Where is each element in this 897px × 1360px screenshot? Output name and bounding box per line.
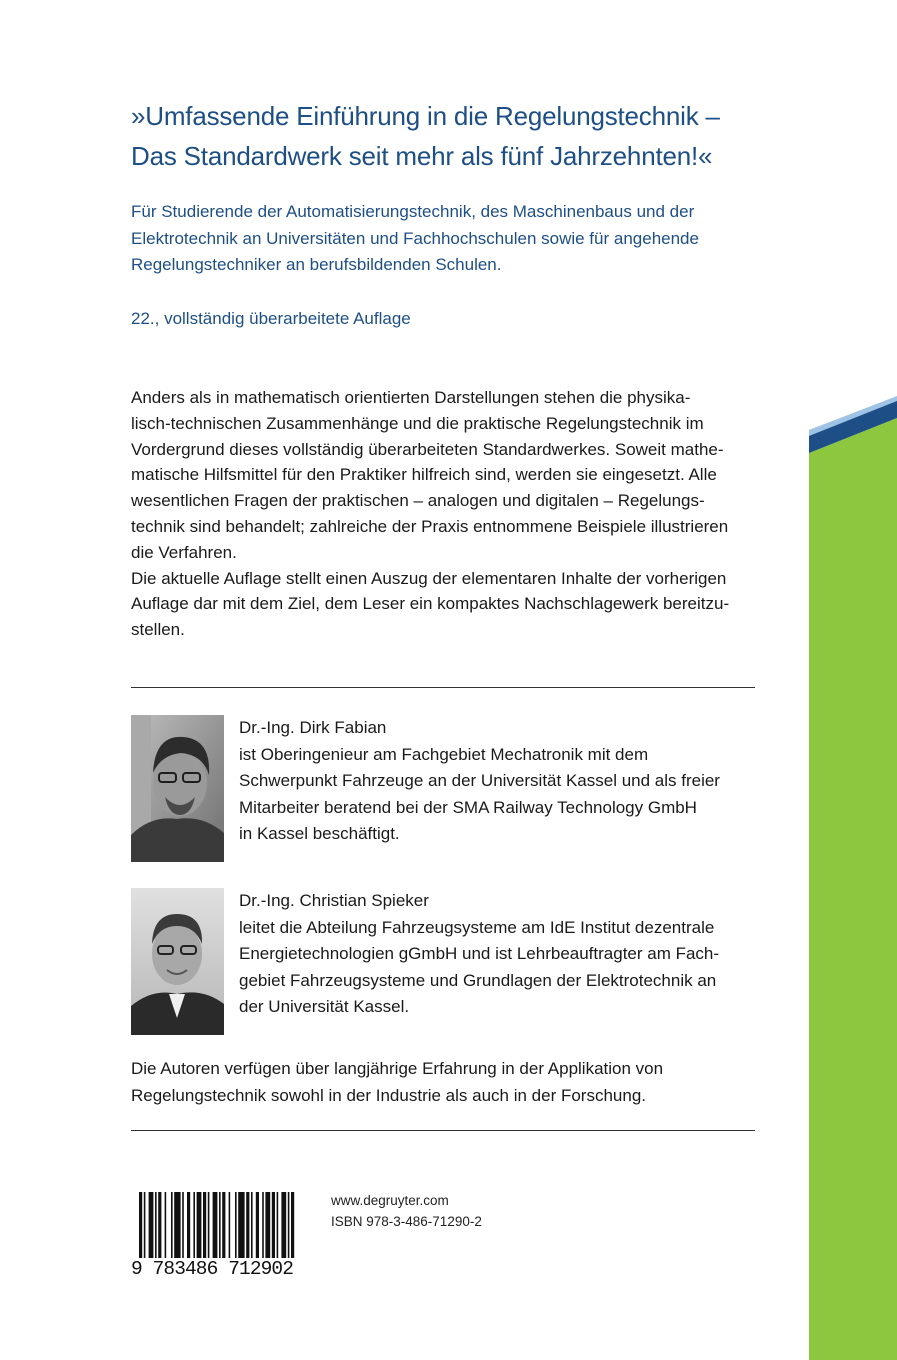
barcode-bar xyxy=(262,1192,264,1258)
divider-bottom xyxy=(131,1130,755,1131)
audience-line: Elektrotechnik an Universitäten und Fachhochschulen sowie für angehende xyxy=(131,228,699,248)
barcode-bar xyxy=(139,1192,142,1258)
headline-line-1: »Umfassende Einführung in die Regelungstechnik – xyxy=(131,101,720,131)
barcode-bar xyxy=(229,1192,231,1258)
barcode-bar xyxy=(219,1192,221,1258)
barcode-bar xyxy=(208,1192,210,1258)
author-block-spieker xyxy=(131,888,771,1035)
author-bio-line: ist Oberingenieur am Fachgebiet Mechatronik mit dem xyxy=(239,744,649,764)
isbn-barcode xyxy=(131,1192,296,1282)
author-bio-line: gebiet Fahrzeugsysteme und Grundlagen der Elektrotechnik an xyxy=(239,970,717,990)
author-bio-line: Schwerpunkt Fahrzeuge an der Universität Kassel und als freier xyxy=(239,771,720,790)
barcode-bar xyxy=(203,1192,206,1258)
audience-line: Regelungstechniker an berufsbildenden Schulen. xyxy=(131,255,502,274)
description-line: Auflage dar mit dem Ziel, dem Leser ein kompaktes Nachschlagewerk bereitzu- xyxy=(131,594,730,614)
closing-line: Regelungstechnik sowohl in der Industrie als auch in der Forschung. xyxy=(131,1085,647,1105)
barcode-bars xyxy=(131,1192,296,1258)
author-bio-line: in Kassel beschäftigt. xyxy=(239,824,400,843)
author-name: Dr.-Ing. Dirk Fabian xyxy=(239,718,387,737)
barcode-bar xyxy=(187,1192,190,1258)
barcode-digits: 9 783486 712902 xyxy=(131,1258,294,1280)
author-text-spieker xyxy=(239,888,779,1021)
barcode-bar xyxy=(288,1192,290,1258)
description-line: Vordergrund dieses vollständig überarbeiteten Standardwerkes. Soweit mathe- xyxy=(131,439,724,459)
description-line: Die aktuelle Auflage stellt einen Auszug der elementaren Inhalte der vorherigen xyxy=(131,568,727,588)
description-line: stellen. xyxy=(131,620,185,640)
book-description xyxy=(131,385,771,643)
barcode-bar xyxy=(277,1192,279,1258)
barcode-bar xyxy=(158,1192,161,1258)
barcode-bar xyxy=(238,1192,244,1258)
headline xyxy=(131,96,781,176)
publisher-info xyxy=(331,1190,482,1232)
barcode-bar xyxy=(251,1192,253,1258)
audience-line: Für Studierende der Automatisierungstechnik, des Maschinenbaus und der xyxy=(131,202,695,221)
author-photo-fabian xyxy=(131,715,224,862)
author-bio-line: der Universität Kassel. xyxy=(239,997,410,1016)
barcode-bar xyxy=(165,1192,167,1258)
authors-experience-note xyxy=(131,1056,771,1109)
description-line: technik sind behandelt; zahlreiche der Praxis entnommene Beispiele illustrieren xyxy=(131,516,729,536)
barcode-bar xyxy=(272,1192,275,1258)
stripe-light-blue-band xyxy=(809,396,897,453)
author-photo-spieker xyxy=(131,888,224,1035)
barcode-bar xyxy=(281,1192,286,1258)
barcode-bar xyxy=(291,1192,294,1258)
barcode-bar xyxy=(149,1192,154,1258)
barcode-bar xyxy=(213,1192,218,1258)
isbn-number: ISBN 978-3-486-71290-2 xyxy=(331,1214,482,1229)
author-bio-line: leitet die Abteilung Fahrzeugsysteme am IdE Institut dezentrale xyxy=(239,917,715,937)
barcode-bar xyxy=(144,1192,146,1258)
author-block-fabian xyxy=(131,715,771,862)
barcode-bar xyxy=(174,1192,180,1258)
barcode-bar xyxy=(182,1192,184,1258)
publisher-url: www.degruyter.com xyxy=(331,1193,449,1208)
description-line: die Verfahren. xyxy=(131,542,237,562)
author-bio-line: Mitarbeiter beratend bei der SMA Railway Technology GmbH xyxy=(239,797,697,817)
barcode-bar xyxy=(235,1192,237,1258)
author-name: Dr.-Ing. Christian Spieker xyxy=(239,891,429,910)
divider-top xyxy=(131,687,755,688)
stripe-green-band xyxy=(809,418,897,1360)
barcode-bar xyxy=(193,1192,195,1258)
audience-paragraph xyxy=(131,199,771,279)
barcode-bar xyxy=(246,1192,249,1258)
barcode-bar xyxy=(256,1192,259,1258)
description-line: lisch-technischen Zusammenhänge und die praktische Regelungstechnik im xyxy=(131,413,704,433)
author-bio-line: Energietechnologien gGmbH und ist Lehrbeauftragter am Fach- xyxy=(239,944,720,963)
description-line: wesentlichen Fragen der praktischen – analogen und digitalen – Regelungs- xyxy=(131,491,705,511)
barcode-bar xyxy=(171,1192,173,1258)
edition-note: 22., vollständig überarbeitete Auflage xyxy=(131,309,411,328)
description-line: Anders als in mathematisch orientierten Darstellungen stehen die physika- xyxy=(131,388,691,407)
description-line: matische Hilfsmittel für den Praktiker hilfreich sind, werden sie eingesetzt. Alle xyxy=(131,465,717,485)
stripe-blue-band xyxy=(809,401,897,453)
closing-line: Die Autoren verfügen über langjährige Erfahrung in der Applikation von xyxy=(131,1059,664,1078)
author-text-fabian xyxy=(239,715,779,848)
barcode-bar xyxy=(155,1192,157,1258)
headline-line-2: Das Standardwerk seit mehr als fünf Jahrzehnten!« xyxy=(131,141,713,171)
barcode-bar xyxy=(197,1192,202,1258)
barcode-bar xyxy=(265,1192,270,1258)
barcode-bar xyxy=(222,1192,225,1258)
